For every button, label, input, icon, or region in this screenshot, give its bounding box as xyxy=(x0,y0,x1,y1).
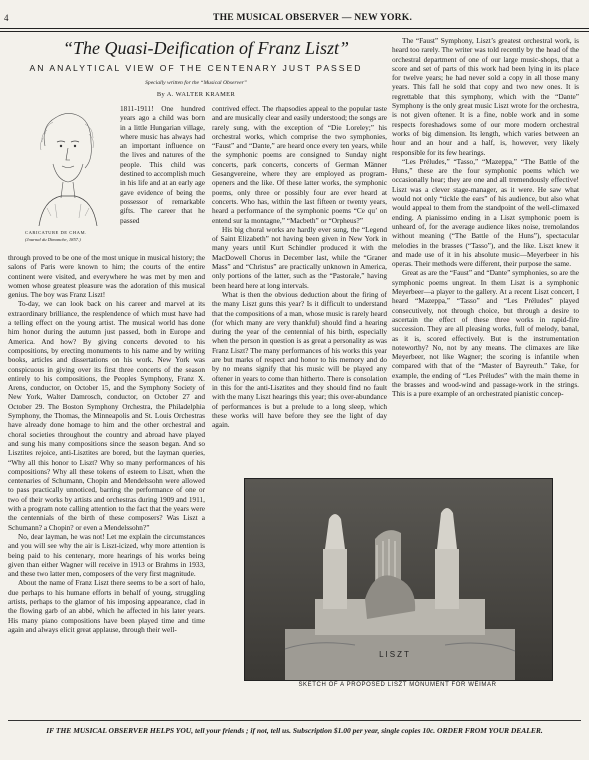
paragraph: through proved to be one of the most unique in musical history; the salons of Paris were known to him; the courts of the entire continent were visited, and everywhere he was met by men and women whose greatest pleasure was the adoration of this musical genius. The boy was Franz Liszt! xyxy=(8,253,205,300)
article-subtitle: AN ANALYTICAL VIEW OF THE CENTENARY JUST PASSED xyxy=(29,63,363,73)
monument-sketch xyxy=(245,479,552,680)
header-rule xyxy=(0,28,589,29)
photo-caption: SKETCH OF A PROPOSED LISZT MONUMENT FOR WEIMAR xyxy=(298,682,497,688)
paragraph: About the name of Franz Liszt there seems to be a sort of halo, due perhaps to his humane efforts in behalf of young, struggling artists, perhaps to the glamor of his imposing appearance, clad in the flowing garb of an abbé, which he affected in his later years. His many piano compositions have been played time and time again and always elicit great applause, through their well- xyxy=(8,578,205,634)
caricature-source: (Journal du Dimanche, 1857.) xyxy=(25,237,81,242)
article-byline: By A. WALTER KRAMER xyxy=(156,91,236,98)
page-number: 4 xyxy=(4,13,9,23)
paragraph: To-day, we can look back on his career and marvel at its extraordinary brilliance, the resplendence of which must have had a telling effect on the young artist. The musical world has done him honor during the autumn just passed, both in Europe and America. And how? By giving concerts devoted to his compositions, by erecting monuments to his name and by writing books, articles and dissertations on his work. New York was conspicuous in giving over its first three concerts of the season entirely to his compositions, the Peoples Symphony, Franz X. Arens, conductor, on October 15, and the Symphony Society of New York, Walter Damrosch, conductor, on October 27 and October 29. The Boston Symphony Orchestra, the Philadelphia Symphony, the Thomas, the Minneapolis and St. Louis Orchestras have already done homage to him and the other orchestral and choral societies throughout the country and abroad have played and sung his many compositions since the season began. And so Lisztites rejoice, anti-Lisztites are bored, but the layman queries, “Why all this honor to Liszt? Why so many performances of his compositions? Why all these tokens of esteem to Liszt, when the centenaries of Schumann, Chopin and Mendelssohn were allowed to pass practically unnoticed, barring the performance of one or two of their works by artists and orchestras during 1909 and 1911, with a program note calling attention to the fact that the years were the centennials of the birth of these composers? Was Liszt a Schumann? a Chopin? or even a Mendelssohn?” xyxy=(8,299,205,532)
paragraph: 1811-1911! One hundred years ago a child was born in a little Hungarian village, where music has always had an important influence on the lives and natures of the people. This child was destined to accomplish much in his life and at an early age gave evidence of being the possessor of remarkable gifts. The career that he passed xyxy=(120,104,205,225)
caricature-caption: CARICATURE DE CHAM. xyxy=(25,230,87,235)
header-rule-thin xyxy=(0,31,589,32)
column-2 xyxy=(212,104,387,478)
paragraph: contrived effect. The rhapsodies appeal to the popular taste and are musically clear and easily understood; the songs are rarely sung, with the exception of “Die Loreley;” his orchestral works, which comprise the two symphonies, “Faust” and “Dante,” are heard once every ten years, while the symphonic poems are consigned to Sunday night concerts, park concerts, concerts of German Männer Gesangvereine, where they are employed as program-openers and the like. Of these latter works, the symphonic poems, only three or possibly four are ever heard at concerts. Who has, within the last fifteen or twenty years, heard a performance of the symphonic poems “Ce qu’ on entend sur la montagne,” “Macbeth” or “Orpheus?” xyxy=(212,104,387,225)
paragraph: “Les Préludes,” “Tasso,” “Mazeppa,” “The Battle of the Huns,” these are the four symphonic poems which we occasionally hear; they are one and all tremendously effective! Liszt was a clever stage-manager, as it were. He saw what would not only “tickle the ears” of his audience, but also what would appeal to them from the standpoint of the well-climaxed ending. A pianissimo ending in a Liszt symphonic poem is unheard of, for the average audience likes noise, tremolandos without meaning (“The Battle of the Huns”), spectacular melodies in the brasses (“Tasso”), and the like. Liszt knew it and made use of it in his absolute music—Meyerbeer in his operas. Their methods were different, their purpose the same. xyxy=(392,156,579,269)
article-title: “The Quasi-Deification of Franz Liszt” xyxy=(62,38,350,58)
paragraph: Great as are the “Faust” and “Dante” symphonies, so are the symphonic poems ungreat. In them Liszt is a symphonic Meyerbeer—a player to the gallery. At a recent Liszt concert, I heard “Mazeppa,” “Tasso” and “Les Préludes” played consecutively, not through choice, but through a desire to ascertain the effect of these three works in rapid-fire succession. They are all pleasing works, full of melody, banal, as it is, scored effectively. But is the instrumentation noteworthy? No, not by any means. The climaxes are like Meyerbeer, not like Wagner; the scoring is infantile when compared with that of the “Master of Bayreuth.” Take, for example, the ending of “Les Préludes” with the main theme in the brasses and wood-wind and passage-work in the strings. This is a pure example of an orchestrated pianistic concep- xyxy=(392,268,579,399)
footer-notice: IF THE MUSICAL OBSERVER HELPS YOU, tell your friends ; if not, tell us. Subscription $1.00 per year, single copies 10c. ORDER FROM YOUR DEALER. xyxy=(46,726,543,735)
column-1-top xyxy=(120,104,205,252)
article-note: Specially written for the “Musical Observer” xyxy=(145,80,247,86)
caricature-illustration xyxy=(33,108,101,226)
masthead: THE MUSICAL OBSERVER — NEW YORK. xyxy=(213,12,413,23)
paragraph: His big choral works are hardly ever sung, the “Legend of Saint Elizabeth” not having been given in New York in many years until Kurt Schindler produced it with the MacDowell Chorus in December last, while the “Graner Mass” and “Christus” are practically unknown in America, only portions of the latter, such as the “Pastorale,” having been heard here at long intervals. xyxy=(212,224,387,290)
footer-rule xyxy=(8,720,581,721)
column-1-bottom xyxy=(8,253,205,710)
column-3 xyxy=(392,36,579,483)
monument-photo xyxy=(244,478,553,681)
paragraph: No, dear layman, he was not! Let me explain the circumstances and you will see why the air is Liszt-icized, why more attention is being paid to his centenary, more hearings of his works being given than either Wagner will receive in 1913 or Brahms in 1933, and these two latter men, composers of the very first magnitude. xyxy=(8,531,205,579)
paragraph: What is then the obvious deduction about the firing of the many Liszt guns this year? Is it difficult to understand that the compositions of a man, whose music is rarely heard (for which many are very thankful) should find a hearing during the year of the centennial of his birth, especially when the person in question is as great a personality as was Franz Liszt? The many performances of his works this year are but marks of respect and honor to his memory and do by no means signify that his music will be played any oftener in years to come than hitherto. There is consolation in this for the anti-Lisztites and they should find no fault with the many Liszt hearings this year; this over-abundance of performances is but a prelude to a long sleep, which these works will have before they see the light of day again. xyxy=(212,289,387,430)
monument-inscription: LISZT xyxy=(379,650,411,659)
paragraph: The “Faust” Symphony, Liszt’s greatest orchestral work, is heard too rarely. The writer was told recently by the head of the orchestral department of one of our large music-shops, that a score and set of parts of this work had been lying in its place for twelve years; he had never sold a copy in all those many years. This fall he sold that copy and two new ones. It is regrettable that this symphony, which with the “Dante” Symphony is the only great music Liszt wrote for the orchestra, is not given oftener. It is a fine, noble work and in some respects foreshadows some of our more modern orchestral works of big dimension. Its length, which varies between an hour and an hour and a half, is, however, very likely responsible for its few hearings. xyxy=(392,36,579,157)
